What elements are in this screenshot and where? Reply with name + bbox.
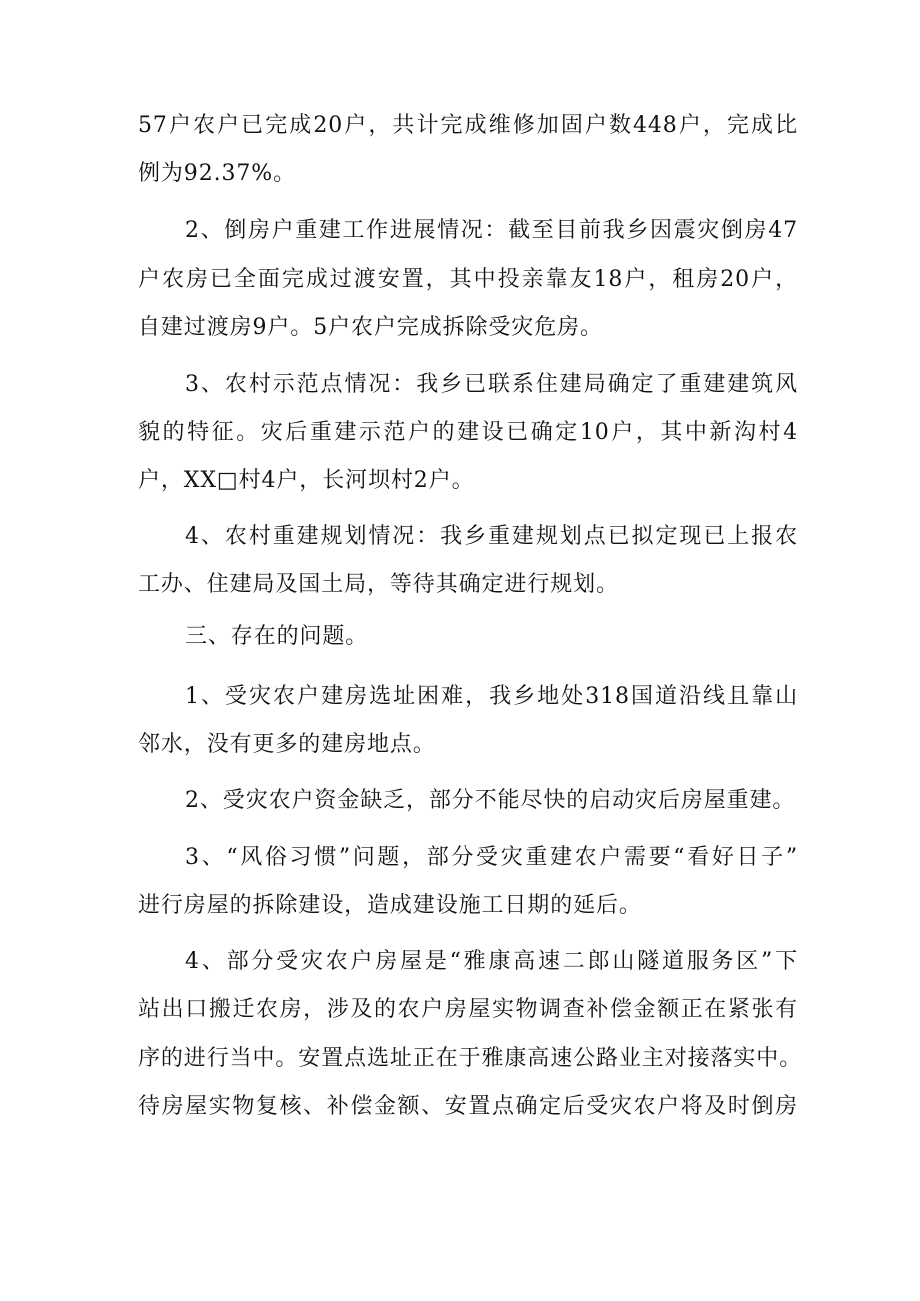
text-line-10: 工办、住建局及国土局，等待其确定进行规划。 <box>138 572 619 597</box>
text-line-16: 进行房屋的拆除建设，造成建设施工日期的延后。 <box>138 893 642 918</box>
text-line-14: 2、受灾农户资金缺乏，部分不能尽快的启动灾后房屋重建。 <box>185 788 796 813</box>
text-line-6: 3、农村示范点情况：我乡已联系住建局确定了重建建筑风 <box>185 372 798 397</box>
text-line-5: 自建过渡房9户。5户农户完成拆除受灾危房。 <box>138 315 603 340</box>
text-line-7: 貌的特征。灾后重建示范户的建设已确定10户，其中新沟村4 <box>138 420 798 445</box>
text-line-8: 户，XX□村4户，长河坝村2户。 <box>138 468 475 493</box>
text-line-19: 序的进行当中。安置点选址正在于雅康高速公路业主对接落实中。 <box>138 1046 803 1071</box>
text-line-2: 例为92.37%。 <box>138 161 296 186</box>
text-line-3: 2、倒房户重建工作进展情况：截至目前我乡因震灾倒房47 <box>185 218 798 243</box>
text-line-9: 4、农村重建规划情况：我乡重建规划点已拟定现已上报农 <box>185 524 798 549</box>
text-line-13: 邻水，没有更多的建房地点。 <box>138 732 436 757</box>
text-line-18: 站出口搬迁农房，涉及的农户房屋实物调查补偿金额正在紧张有 <box>138 997 798 1022</box>
text-line-4: 户农房已全面完成过渡安置，其中投亲靠友18户，租房20户， <box>138 267 798 292</box>
text-line-20: 待房屋实物复核、补偿金额、安置点确定后受灾农户将及时倒房 <box>138 1094 798 1119</box>
text-line-12: 1、受灾农户建房选址困难，我乡地处318国道沿线且靠山 <box>185 684 798 709</box>
text-line-17: 4、部分受灾农户房屋是“雅康高速二郎山隧道服务区”下 <box>185 949 798 974</box>
section-heading: 三、存在的问题。 <box>185 624 369 649</box>
text-line-15: 3、“风俗习惯”问题，部分受灾重建农户需要“看好日子” <box>185 845 798 870</box>
text-line-1: 57户农户已完成20户，共计完成维修加固户数448户，完成比 <box>138 113 798 138</box>
